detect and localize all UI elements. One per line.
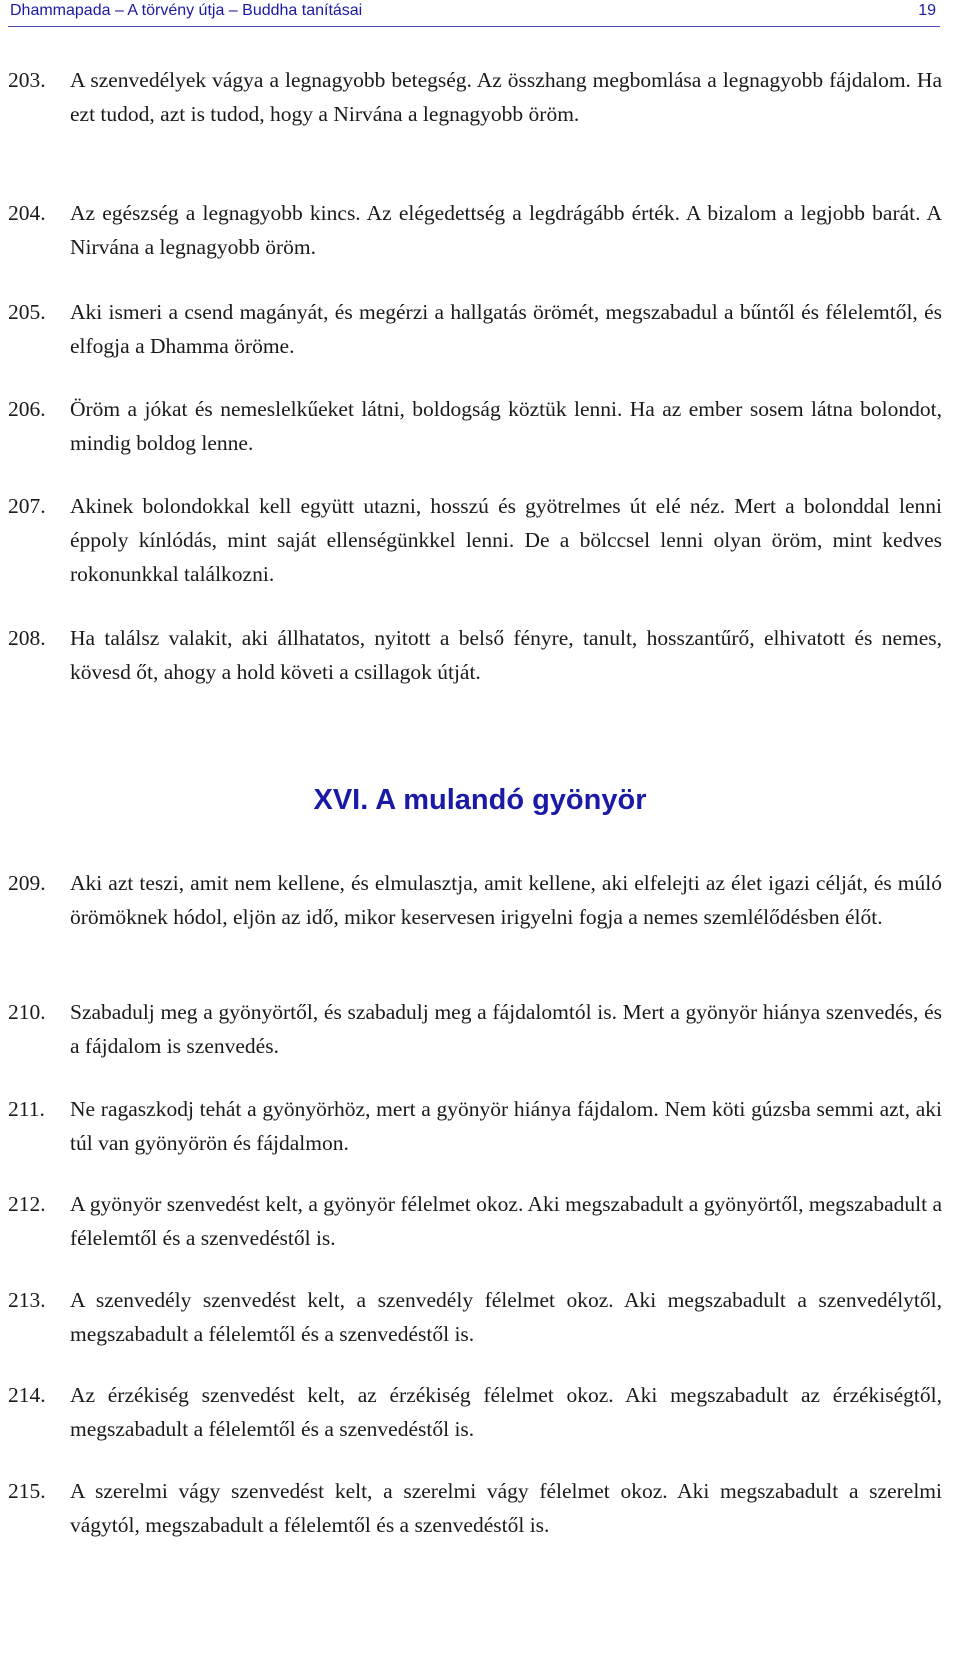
- verse-number: 204.: [8, 201, 46, 225]
- verse-text: Szabadulj meg a gyönyörtől, és szabadulj meg a fájdalomtól is. Mert a gyönyör hiánya szenvedés, és a fájdalom is szenvedés.: [70, 1000, 942, 1058]
- chapter-title: XVI. A mulandó gyönyör: [313, 784, 647, 816]
- verse-text: Ne ragaszkodj tehát a gyönyörhöz, mert a gyönyör hiánya fájdalom. Nem köti gúzsba semmi azt, aki túl van gyönyörön és fájdalmon.: [70, 1097, 942, 1155]
- verse-text: Aki ismeri a csend magányát, és megérzi a hallgatás örömét, megszabadul a bűntől és félelemtől, és elfogja a Dhamma öröme.: [70, 300, 942, 358]
- verse-number: 214.: [8, 1383, 46, 1407]
- verse-text: Ha találsz valakit, aki állhatatos, nyitott a belső fényre, tanult, hosszantűrő, elhivatott és nemes, kövesd őt, ahogy a hold követi a csillagok útját.: [70, 626, 942, 684]
- verse-206: [8, 392, 942, 460]
- verse-text: Aki azt teszi, amit nem kellene, és elmulasztja, amit kellene, aki elfelejti az élet igazi célját, és múló örömöknek hódol, eljön az idő, mikor keservesen irigyelni fogja a nemes szemlélődésben élőt.: [70, 871, 942, 929]
- verse-207: [8, 489, 942, 591]
- page-number: 19: [918, 2, 936, 19]
- verse-212: [8, 1187, 942, 1255]
- verse-211: [8, 1092, 942, 1160]
- verse-213: [8, 1283, 942, 1351]
- verse-text: Öröm a jókat és nemeslelkűeket látni, boldogság köztük lenni. Ha az ember sosem látna bolondot, mindig boldog lenne.: [70, 397, 942, 455]
- verse-number: 208.: [8, 626, 46, 650]
- verse-number: 215.: [8, 1479, 46, 1503]
- verse-number: 209.: [8, 871, 46, 895]
- verse-208: [8, 621, 942, 689]
- verse-210: [8, 995, 942, 1063]
- verse-214: [8, 1378, 942, 1446]
- verse-text: A szerelmi vágy szenvedést kelt, a szerelmi vágy félelmet okoz. Aki megszabadult a szerelmi vágytól, megszabadult a félelemtől és a szenvedéstől is.: [70, 1479, 942, 1537]
- verse-205: [8, 295, 942, 363]
- verse-text: A szenvedély szenvedést kelt, a szenvedély félelmet okoz. Aki megszabadult a szenvedélytől, megszabadult a félelemtől és a szenvedéstől is.: [70, 1288, 942, 1346]
- verse-text: Az egészség a legnagyobb kincs. Az elégedettség a legdrágább érték. A bizalom a legjobb barát. A Nirvána a legnagyobb öröm.: [70, 201, 942, 259]
- verse-number: 207.: [8, 494, 46, 518]
- verse-215: [8, 1474, 942, 1542]
- verse-text: A gyönyör szenvedést kelt, a gyönyör félelmet okoz. Aki megszabadult a gyönyörtől, megszabadult a félelemtől és a szenvedéstől is.: [70, 1192, 942, 1250]
- verse-number: 205.: [8, 300, 46, 324]
- verse-204: [8, 196, 942, 264]
- verse-text: A szenvedélyek vágya a legnagyobb betegség. Az összhang megbomlása a legnagyobb fájdalom. Ha ezt tudod, azt is tudod, hogy a Nirvána a legnagyobb öröm.: [70, 68, 942, 126]
- verse-number: 210.: [8, 1000, 46, 1024]
- verse-209: [8, 866, 942, 934]
- verse-number: 211.: [8, 1097, 45, 1121]
- verse-text: Az érzékiség szenvedést kelt, az érzékiség félelmet okoz. Aki megszabadult az érzékiségtől, megszabadult a félelemtől és a szenvedéstől is.: [70, 1383, 942, 1441]
- verse-number: 206.: [8, 397, 46, 421]
- verse-203: [8, 63, 942, 131]
- verse-number: 212.: [8, 1192, 46, 1216]
- running-header: [8, 0, 940, 27]
- header-title: Dhammapada – A törvény útja – Buddha tanításai: [10, 2, 363, 19]
- verse-number: 213.: [8, 1288, 46, 1312]
- verse-text: Akinek bolondokkal kell együtt utazni, hosszú és gyötrelmes út elé néz. Mert a bolonddal lenni éppoly kínlódás, mint saját ellenségünkkel lenni. De a bölccsel lenni olyan öröm, mint kedves rokonunkkal találkozni.: [70, 494, 942, 586]
- verse-number: 203.: [8, 68, 46, 92]
